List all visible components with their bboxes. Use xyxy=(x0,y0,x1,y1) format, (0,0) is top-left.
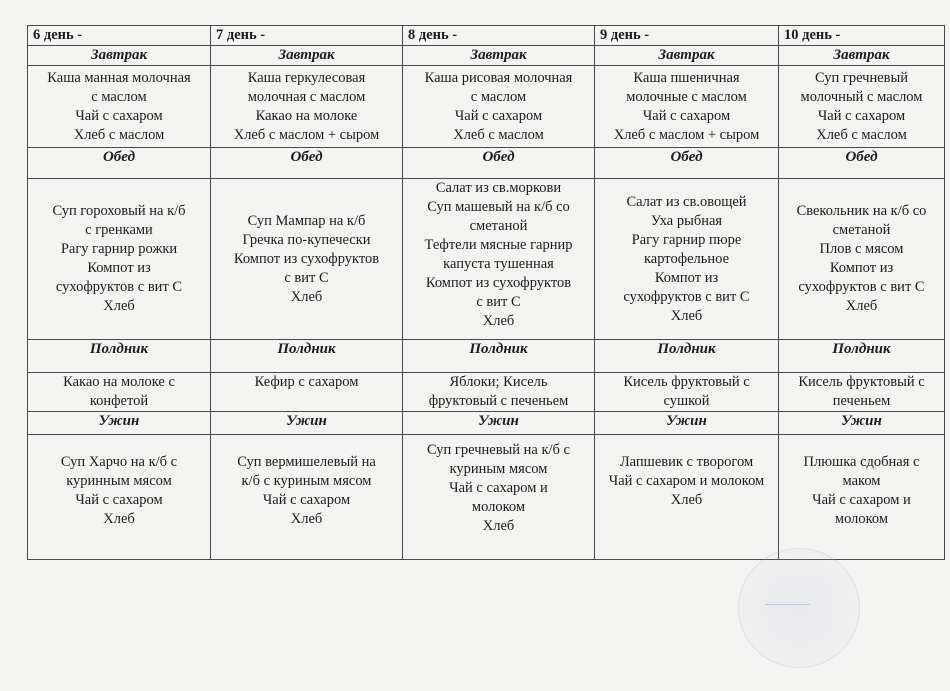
menu-item-line: Суп Мампар на к/б xyxy=(247,212,366,229)
snack-cell xyxy=(403,373,595,412)
menu-item-line: капуста тушенная xyxy=(443,256,554,272)
day-title: 7 день - xyxy=(211,26,403,46)
menu-item-line: Плюшка сдобная с xyxy=(803,454,920,470)
snack-label: Полдник xyxy=(779,340,945,373)
menu-item-line: конфетой xyxy=(89,393,149,409)
day-title: 6 день - xyxy=(28,26,211,46)
menu-item-line: маком xyxy=(842,473,881,489)
breakfast-label: Завтрак xyxy=(403,46,595,66)
menu-item-line: Чай с сахаром xyxy=(454,107,543,124)
menu-item-line: Салат из св.моркови xyxy=(435,180,562,196)
snack-label: Полдник xyxy=(403,340,595,373)
menu-item-line: Хлеб с маслом + сыром xyxy=(613,126,760,143)
menu-item-line: молочный с маслом xyxy=(800,88,923,105)
menu-item-line: молоком xyxy=(834,511,889,527)
menu-item-line: Суп гречневый на к/б с xyxy=(426,442,570,458)
menu-item-line: Хлеб xyxy=(103,511,135,527)
menu-item-line: куриным мясом xyxy=(449,461,548,477)
snack-cell xyxy=(779,373,945,412)
menu-item-line: Хлеб xyxy=(482,313,515,329)
menu-item-line: Суп вермишелевый на xyxy=(237,454,376,470)
menu-item-line: с маслом xyxy=(470,88,527,105)
menu-item-line: Суп машевый на к/б со xyxy=(427,199,570,215)
menu-item-line: Рагу гарнир пюре xyxy=(631,231,742,248)
menu-item-line: молочная с маслом xyxy=(247,88,366,105)
snack-cell xyxy=(211,373,403,412)
menu-item-line: Компот из сухофруктов xyxy=(425,275,572,291)
dinner-label: Ужин xyxy=(211,412,403,435)
menu-item-line: Хлеб с маслом xyxy=(816,126,907,143)
snack-label: Полдник xyxy=(28,340,211,373)
menu-item-line: сушкой xyxy=(663,393,710,409)
menu-item-line: Хлеб с маслом xyxy=(73,126,165,143)
lunch-cell xyxy=(403,179,595,340)
menu-item-line: Компот из xyxy=(654,269,719,286)
breakfast-cell xyxy=(28,66,211,148)
menu-item-line: куринным мясом xyxy=(66,473,172,489)
menu-item-line: молочные с маслом xyxy=(626,88,747,105)
lunch-label-row xyxy=(28,148,945,179)
breakfast-cell xyxy=(779,66,945,148)
snack-label-row xyxy=(28,340,945,373)
menu-item-line: Компот из сухофруктов xyxy=(233,250,380,267)
menu-item-line: Чай с сахаром xyxy=(75,492,163,508)
dinner-label-row xyxy=(28,412,945,435)
menu-item-line: сухофруктов с вит С xyxy=(623,288,750,305)
dinner-cell xyxy=(779,435,945,560)
breakfast-cell xyxy=(595,66,779,148)
menu-item-line: Каша манная молочная xyxy=(47,69,191,86)
signature-mark xyxy=(765,604,810,605)
menu-item-line: Чай с сахаром и молоком xyxy=(608,473,765,489)
breakfast-row xyxy=(28,66,945,148)
breakfast-label: Завтрак xyxy=(595,46,779,66)
dinner-label: Ужин xyxy=(779,412,945,435)
menu-item-line: Чай с сахаром и xyxy=(449,480,548,496)
menu-item-line: молоком xyxy=(471,499,526,515)
menu-item-line: с вит С xyxy=(284,269,329,286)
menu-item-line: Чай с сахаром xyxy=(817,107,906,124)
breakfast-label: Завтрак xyxy=(779,46,945,66)
menu-item-line: Кисель фруктовый с xyxy=(798,374,925,390)
lunch-cell xyxy=(28,179,211,340)
menu-item-line: Кефир с сахаром xyxy=(254,374,359,390)
menu-item-line: Компот из xyxy=(87,260,151,276)
menu-item-line: Чай с сахаром xyxy=(642,107,731,124)
faded-stamp xyxy=(738,548,860,668)
menu-item-line: Хлеб xyxy=(482,518,515,534)
lunch-label: Обед xyxy=(211,148,403,179)
menu-item-line: Суп Харчо на к/б с xyxy=(60,454,178,470)
menu-item-line: сметаной xyxy=(469,218,528,234)
dinner-row xyxy=(28,435,945,560)
menu-item-line: Чай с сахаром xyxy=(75,107,163,124)
menu-item-line: Хлеб xyxy=(670,492,703,508)
day-title: 9 день - xyxy=(595,26,779,46)
menu-table xyxy=(27,25,945,560)
lunch-cell xyxy=(779,179,945,340)
lunch-row xyxy=(28,179,945,340)
dinner-label: Ужин xyxy=(28,412,211,435)
dinner-label: Ужин xyxy=(403,412,595,435)
breakfast-label-row xyxy=(28,46,945,66)
menu-item-line: сухофруктов с вит С xyxy=(55,279,183,295)
lunch-label: Обед xyxy=(403,148,595,179)
menu-item-line: Гречка по-купечески xyxy=(242,231,371,248)
dinner-cell xyxy=(595,435,779,560)
menu-item-line: с маслом xyxy=(91,88,147,105)
menu-item-line: Чай с сахаром и xyxy=(812,492,911,508)
breakfast-label: Завтрак xyxy=(211,46,403,66)
menu-item-line: Рагу гарнир рожки xyxy=(60,241,178,257)
breakfast-cell xyxy=(211,66,403,148)
menu-item-line: Хлеб xyxy=(103,298,135,314)
menu-item-line: сметаной xyxy=(832,222,891,238)
menu-item-line: Каша рисовая молочная xyxy=(424,69,573,86)
menu-item-line: Хлеб xyxy=(290,511,323,527)
breakfast-cell xyxy=(403,66,595,148)
menu-item-line: сухофруктов с вит С xyxy=(798,279,925,295)
menu-item-line: Уха рыбная xyxy=(650,212,723,229)
menu-item-line: Кисель фруктовый с xyxy=(623,374,750,390)
lunch-label: Обед xyxy=(779,148,945,179)
menu-item-line: Компот из xyxy=(829,260,894,276)
menu-item-line: Плов с мясом xyxy=(819,241,904,257)
menu-item-line: Каша пшеничная xyxy=(633,69,740,86)
menu-item-line: Какао на молоке xyxy=(255,107,358,124)
menu-item-line: Яблоки; Кисель xyxy=(449,374,548,390)
menu-item-line: с вит С xyxy=(476,294,521,310)
snack-cell xyxy=(28,373,211,412)
lunch-cell xyxy=(211,179,403,340)
day-header-row xyxy=(28,26,945,46)
snack-label: Полдник xyxy=(595,340,779,373)
menu-item-line: картофельное xyxy=(643,250,730,267)
dinner-cell xyxy=(403,435,595,560)
dinner-cell xyxy=(28,435,211,560)
menu-item-line: Какао на молоке с xyxy=(63,374,175,390)
menu-item-line: фруктовый с печеньем xyxy=(428,393,569,409)
lunch-label: Обед xyxy=(595,148,779,179)
snack-cell xyxy=(595,373,779,412)
menu-item-line: Каша геркулесовая xyxy=(247,69,366,86)
menu-item-line: Лапшевик с творогом xyxy=(619,454,754,470)
menu-item-line: Хлеб xyxy=(290,288,323,305)
lunch-label: Обед xyxy=(28,148,211,179)
menu-item-line: Хлеб xyxy=(845,298,878,314)
menu-item-line: Суп гороховый на к/б xyxy=(52,203,186,219)
dinner-cell xyxy=(211,435,403,560)
day-title: 10 день - xyxy=(779,26,945,46)
menu-item-line: Суп гречневый xyxy=(814,69,909,86)
menu-item-line: Чай с сахаром xyxy=(262,492,351,508)
dinner-label: Ужин xyxy=(595,412,779,435)
menu-item-line: Свекольник на к/б со xyxy=(796,203,927,219)
menu-item-line: к/б с куриным мясом xyxy=(241,473,372,489)
menu-item-line: печеньем xyxy=(832,393,891,409)
menu-item-line: Салат из св.овощей xyxy=(626,193,747,210)
menu-item-line: Тефтели мясные гарнир xyxy=(424,237,573,253)
menu-item-line: Хлеб с маслом xyxy=(453,126,544,143)
menu-item-line: с гренками xyxy=(85,222,153,238)
day-title: 8 день - xyxy=(403,26,595,46)
menu-item-line: Хлеб с маслом + сыром xyxy=(233,126,380,143)
breakfast-label: Завтрак xyxy=(28,46,211,66)
lunch-cell xyxy=(595,179,779,340)
menu-item-line: Хлеб xyxy=(670,307,703,324)
snack-label: Полдник xyxy=(211,340,403,373)
snack-row xyxy=(28,373,945,412)
